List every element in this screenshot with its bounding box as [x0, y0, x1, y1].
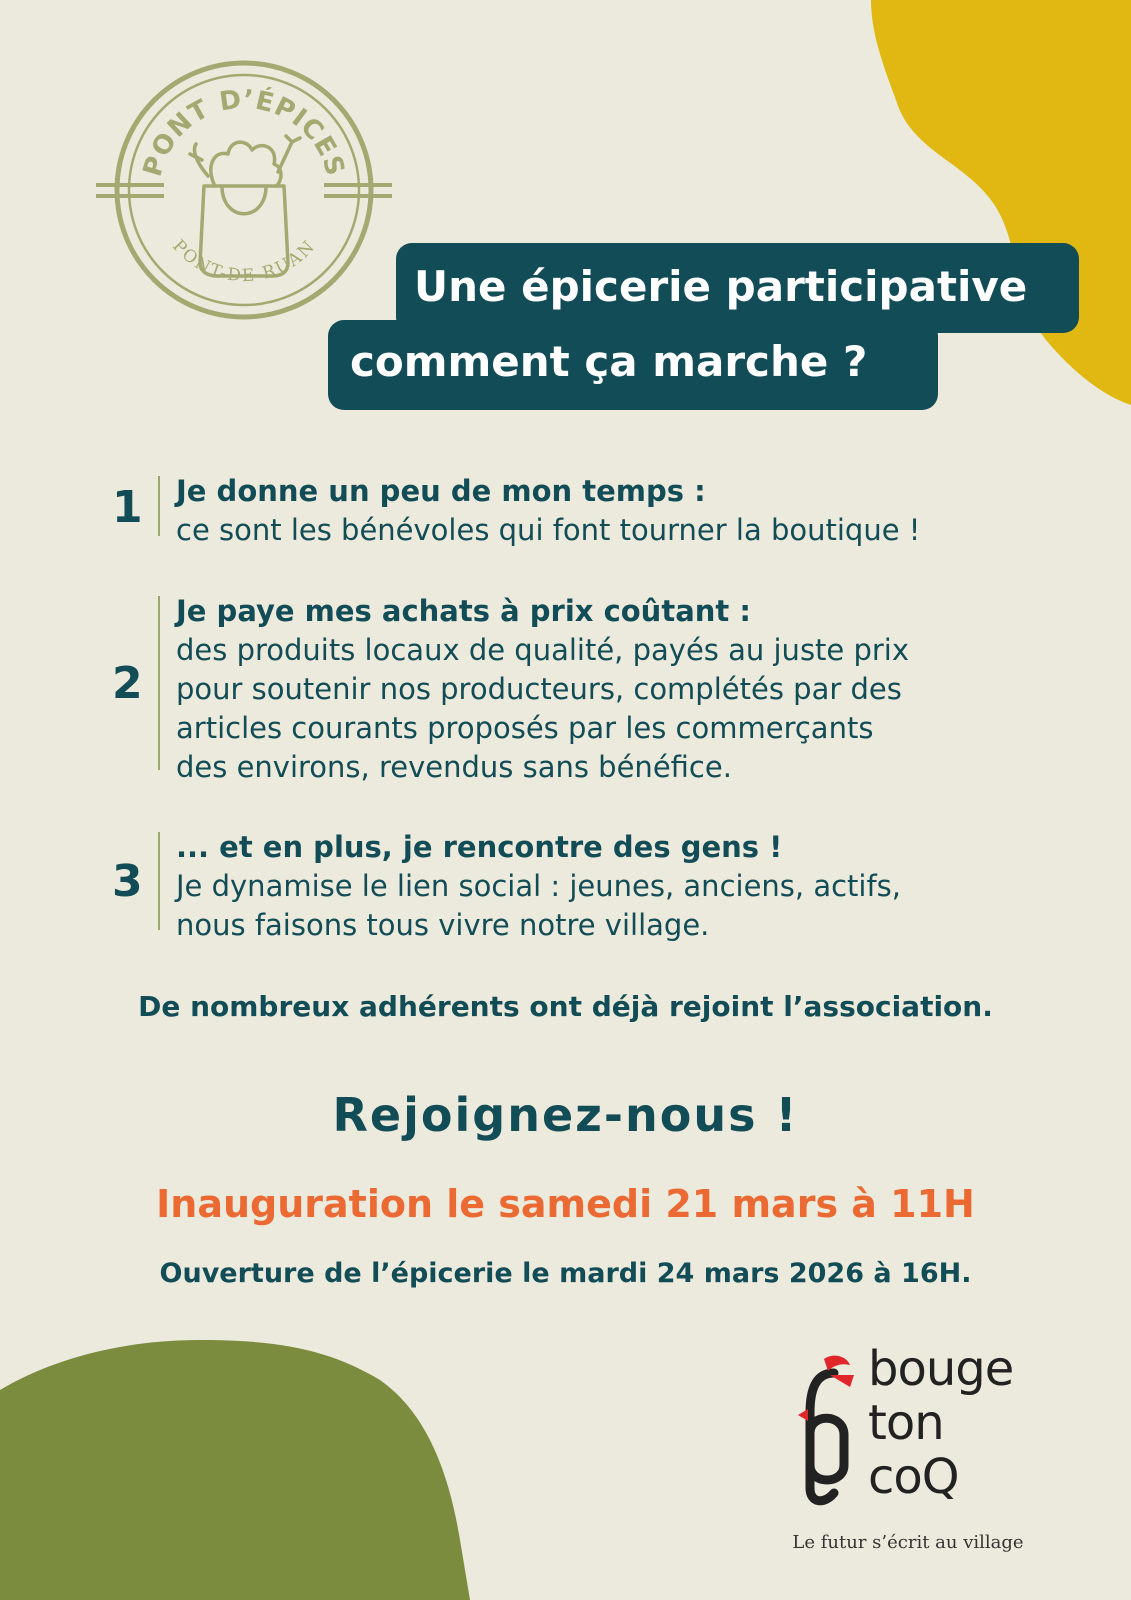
partner-tagline: Le futur s’écrit au village: [792, 1532, 1024, 1553]
step-3-heading: ... et en plus, je rencontre des gens !: [176, 830, 783, 864]
join-us-heading: Rejoignez-nous !: [332, 1088, 799, 1142]
olive-blob-decoration: [0, 1340, 470, 1600]
pont-depices-seal-logo: [96, 58, 392, 328]
seal-place: PONT-DE-RUAN: [168, 236, 320, 287]
step-2-heading: Je paye mes achats à prix coûtant :: [176, 594, 751, 628]
inauguration-date: Inauguration le samedi 21 mars à 11H: [156, 1182, 975, 1226]
step-3-line-2: nous faisons tous vivre notre village.: [176, 908, 710, 942]
step-divider: [158, 596, 160, 770]
step-divider: [158, 832, 160, 930]
step-3: [112, 830, 1042, 942]
seal-name: PONT D’ÉPICES: [137, 84, 351, 180]
step-3-line-1: Je dynamise le lien social : jeunes, anciens, actifs,: [176, 869, 902, 903]
step-1-number: 1: [112, 482, 143, 533]
step-2-number: 2: [112, 658, 143, 709]
step-2-line-4: des environs, revendus sans bénéfice.: [176, 750, 732, 784]
partner-word-1: bouge: [868, 1341, 1014, 1397]
step-1-line-1: ce sont les bénévoles qui font tourner la boutique !: [176, 513, 921, 547]
step-2-line-2: pour soutenir nos producteurs, complétés par des: [176, 672, 902, 706]
opening-date: Ouverture de l’épicerie le mardi 24 mars 2026 à 16H.: [159, 1258, 972, 1289]
step-2-line-3: articles courants proposés par les commerçants: [176, 711, 874, 745]
partner-word-2: ton: [868, 1395, 944, 1451]
step-2-line-1: des produits locaux de qualité, payés au juste prix: [176, 633, 910, 667]
title-line-1: Une épicerie participative: [396, 243, 1079, 333]
bouge-ton-coq-logo: [788, 1341, 1028, 1553]
step-3-number: 3: [112, 856, 143, 907]
svg-text:PONT D’ÉPICES: [138, 84, 350, 180]
partner-word-3: coQ: [868, 1449, 959, 1505]
rooster-icon: [794, 1353, 860, 1513]
step-divider: [158, 476, 160, 536]
step-1-heading: Je donne un peu de mon temps :: [176, 474, 706, 508]
members-statement: De nombreux adhérents ont déjà rejoint l’association.: [138, 990, 993, 1023]
grocery-bag-vegetables-icon: [190, 136, 300, 276]
svg-text:PONT-DE-RUAN: [168, 236, 320, 286]
step-2: [112, 594, 1042, 784]
title-line-2: comment ça marche ?: [328, 320, 938, 410]
step-1: [112, 474, 1042, 547]
